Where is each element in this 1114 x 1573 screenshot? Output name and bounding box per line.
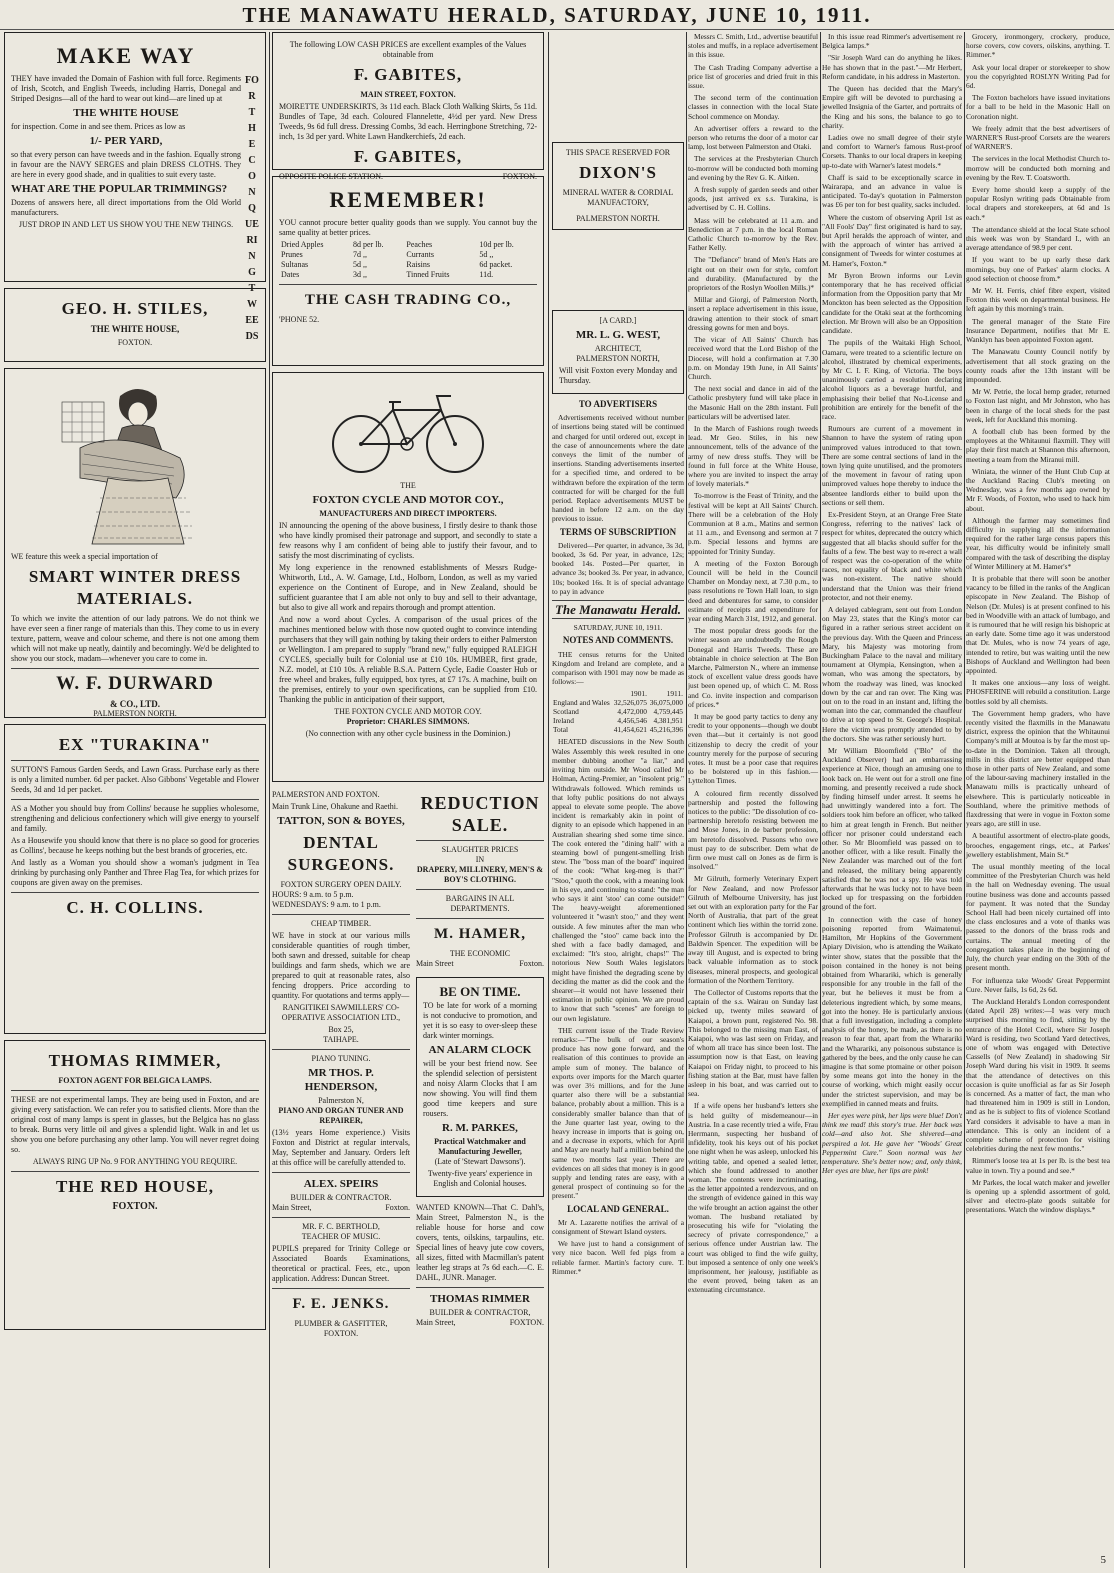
- hamer-name: M. HAMER,: [434, 926, 526, 942]
- col5-p10: Ex-President Steyn, at an Orange Free State Congress, referring to the natives' lack of respect for whites, deprecated the outcry which suggested that all blacks should suffer for the faults of a few. The best way to re-erect a wall of respect was the co-operation of the white races, not equality of black and white which was non-existent. The native should understand that the Union was their friend protector, and not their enemy.: [822, 509, 962, 602]
- col5-p4: Ladies owe no small degree of their style and comfort to Warner's famous Rust-proof Corsets. Thanks to our local drapers in keeping up-to-date with Warner's latest models.*: [822, 133, 962, 170]
- col6-p2: Ask your local draper or storekeeper to show you the copyrighted ROSLYN Writing Pad for 6d.: [966, 62, 1110, 91]
- cycle-sign1: THE FOXTON CYCLE AND MOTOR COY.: [334, 707, 482, 716]
- col6-p11: The Manawatu County Council notify by advertisement that all stock grazing on the county roads after the 13th instant will be impounded.: [966, 347, 1110, 384]
- col4-p9: Millar and Giorgi, of Palmerston North, insert a replace advertisement in this issue, drawing attention to their stock of smart dressing gowns for men and boys.: [688, 295, 818, 332]
- makeway-cta: JUST DROP IN AND LET US SHOW YOU THE NEW THINGS.: [18, 220, 234, 229]
- notes-p2: THE current issue of the Trade Review remarks:—"The bulk of our season's produce has now gone forward, and the realisation of this continues to provide an ample sum of money. The balance of exports over imports for the March quarter was over 3½ millions, and for the June quarter also there will be a substantial balance, probably about a million. This is a considerably smaller balance than that of the June quarter last year, owing to the heavy increase in imports that is going on, and a decrease in exports, which for April and May are nearly half a million behind the same two months last year. There are evidences on all sides that money is in good supply and lending rates are easy, with a general prospect of continuing so for the present.": [552, 1025, 684, 1201]
- piano-name: MR THOS. P. HENDERSON,: [304, 1067, 378, 1093]
- piano-body: (13½ years Home experience.) Visits Foxton and District at regular intervals, May, September and January. Orders left at this office will be carefully attended to.: [272, 1128, 410, 1167]
- makeway-vertical: FOR THE CONQUERING TWEEDS: [245, 75, 259, 342]
- dental-surgery: FOXTON SURGERY OPEN DAILY.: [280, 880, 402, 889]
- col5-p12: Mr William Bloomfield ("Blo" of the Auckland Observer) had an embarrassing experience at Nice, though an amusing one to look back on. He went out for a stroll one fine morning, and presently received a rude shock by finding himself under arrest. It seems he had unwittingly wandered into a fort. The soldiers took him before an officer, who talked to him at great length in French. But neither officer nor prisoner could understand each other. So Mr Bloomfield was passed on to another officer, with a like result. Finally the New Zealander was marched out of the fort and released, the military being apparently satisfied that he was not a spy. He was told afterwards that he was lucky not to have been locked up for trespassing on the forbidden ground of the fort.: [822, 746, 962, 912]
- column-rule: [269, 32, 270, 1568]
- hamer-economic: THE ECONOMIC: [449, 949, 511, 958]
- gabites-body: MOIRETTE UNDERSKIRTS, 3s 11d each. Black Cloth Walking Skirts, 5s 11d. Bundles of Tape, 3d each. Coloured Flannelette, 4½d per yard. New Dress Tweeds, 9s 6d full dress. Dressing Combs, 3d each. Herringbone Stretching, 72-inch, 1s 3d per yard. White Lawn Handkerchiefs, 2d each.: [279, 102, 537, 141]
- notes-heading: NOTES AND COMMENTS.: [562, 635, 674, 646]
- shops-column: [416, 788, 544, 1339]
- lady-illustration: [60, 378, 210, 548]
- column-6: [966, 32, 1110, 1570]
- reduction-title: REDUCTION SALE.: [420, 793, 540, 835]
- cycle-sub: MANUFACTURERS AND DIRECT IMPORTERS.: [319, 509, 497, 518]
- reduction-bargains: BARGAINS IN ALL DEPARTMENTS.: [445, 894, 515, 913]
- timber-town: TAIHAPE.: [323, 1035, 359, 1044]
- subscription-body: Delivered—Per quarter, in advance, 3s 3d, booked, 3s 6d. Per year, in advance, 12s; booked 14s. Posted—Per quarter, in advance 3s; booked 3s. Per year, in advance, 10s; booked 16s. It is of special advantage to pay in advance: [552, 540, 684, 596]
- col6-p22: The Auckland Herald's London correspondent (dated April 28) writes:—I was very much surprised this morning to find, sitting by the entrance of the Hotel Cecil, where Sir Joseph Ward is residing, two Scotland Yard detectives, one of whom was engaged with Detective Cassells (of New Zealand) in shadowing Sir Joseph Ward during his visit in 1909. It seems that the attendance of detectives on this occasion is quite unofficial as far as Sir Joseph is concerned. As a matter of fact, the man who had threatened him in 1909 is still in London, and as he is subject to fits of violence Scotland Yard considers it advisable to have a man in attendance. This is only an incident of a complete scheme of protection for visiting celebrities during the next few months.": [966, 996, 1110, 1154]
- col6-p21: For influenza take Woods' Great Peppermint Cure. Never fails, 1s 6d, 2s 6d.: [966, 975, 1110, 994]
- parkes-exp: Twenty-five years' experience in English and Colonial houses.: [427, 1169, 533, 1188]
- makeway-price: 1/- PER YARD,: [89, 135, 163, 147]
- turakina-ad: [4, 724, 266, 1034]
- cycle-note: (No connection with any other cycle business in the Dominion.): [305, 729, 511, 738]
- rimmer2-trade: BUILDER & CONTRACTOR,: [429, 1308, 531, 1317]
- speirs-town: Foxton.: [385, 1203, 410, 1212]
- col5-p13: In connection with the case of honey poisoning reported from Waimatenui, Hamilton, Mr Hopkins of the Government Apiary Division, who is attending the Waikato winter show, states that the possible that the poison contained in the honey is not being obtained from Wharariki, which is generally responsible for any trouble in the fall of the year, but he believes it must be from a deleterious ingredient which, by some means, got into the honey. He is particularly anxious that a full investigation, including a complete analysis of the honey, be made, as there is no reason to fear that, apart from the Wharariki and the Wharariki, any poisonous substance is gathered by the bees, and the only cause he can imagine is that some ptomaine or other poison by some means got into the honey in the course of working, which might easily occur under the strictest supervision, and may be exemplified in canned meats and fruits.: [822, 914, 962, 1108]
- ontime-body: TO be late for work of a morning is not conducive to promotion, and yet it is so easy to over-sleep these dark winter mornings.: [423, 1001, 537, 1040]
- dixons-reserved: THIS SPACE RESERVED FOR: [565, 148, 671, 157]
- col5-p8: The pupils of the Waitaki High School, Oamaru, were treated to a scientific lecture on alcohol, illustrated by chemical experiments, by Mr C. I. F. King, of Victoria. The boys unanimously carried a resolution declaring alcohol liquors as a beverage hurtful, and emphasising their belief that No-License and prohibition are entirely for the benefit of the race.: [822, 338, 962, 421]
- col5-p2: "Sir Joseph Ward can do anything he likes. He has shown that in the past."—Mr Herbert, Reform candidate, in his address in Masterton.: [822, 53, 962, 81]
- advertisers-body: Advertisements received without number of insertions being stated will be continued and charged for until ordered out, except in the case of announcements where the date conveys the limit of the number of insertions. Standing advertisements inserted for a specified time, and ordered to be withdrawn before the expiration of the term contracted for will be charged for the full period. Replace advertisements MUST be handed in before 12 a.m. on the day previous to issue.: [552, 413, 684, 524]
- wanted-body: WANTED KNOWN—That C. Dahl's, Main Street, Palmerston N., is the reliable house for horse and cow covers, tents, oilskins, tarpaulins, etc. Special lines of heavy jute cow covers, all sizes, fitted with Macmillan's patent leather leg straps at 7s 6d each.—C. E. DAHL, JUNR. Manager.: [416, 1203, 544, 1282]
- col4-p2: The Cash Trading Company advertise a price list of groceries and dried fruit in this issue.: [688, 62, 818, 91]
- cycle-ad: [272, 372, 544, 782]
- col4-p19: The Collector of Customs reports that the captain of the s.s. Wairau on Sunday last picked up, twenty miles seaward of Kaiapoi, a brown punt, registered No. 98. This belonged to the missing man East, of Kaiapoi, who was last seen on Friday, and of whom all trace has since been lost. The assumption now is that East, on leaving Kaiapoi on Friday night, to proceed to his fishing station at the Bar, must have fallen asleep in his boat, and was carried out to sea.: [688, 987, 818, 1099]
- makeway-intro: THEY have invaded the Domain of Fashion with full force. Regiments of Irish, Scotch, and English Tweeds, including Harris, Donegal and Striped Designs—all of the hard to wear out kind—are lined up at: [11, 74, 241, 103]
- local-heading: LOCAL AND GENERAL.: [567, 1203, 669, 1214]
- col5-p5: Chaff is said to be exceptionally scarce in Wairarapa, and an advance in value is anticipated. To-day's quotation in Palmerston was £6 per ton for best quality, sacks included.: [822, 172, 962, 210]
- col4-p10: The vicar of All Saints' Church has received word that the Lord Bishop of the Diocese, will hold a confirmation at 7.30 p.m. on Monday 19th June, in All Saints' Church.: [688, 335, 818, 381]
- reduction-sub: SLAUGHTER PRICES: [441, 845, 519, 854]
- durward-intro: WE feature this week a special importation of: [11, 552, 158, 561]
- col4-p6: A fresh supply of garden seeds and other goods, just arrived ex s.s. Turakina, is advertised by C. H. Collins.: [688, 185, 818, 213]
- reduction-cats: DRAPERY, MILLINERY, MEN'S & BOY'S CLOTHING.: [416, 865, 544, 884]
- makeway-question: WHAT ARE THE POPULAR TRIMMINGS?: [11, 183, 228, 195]
- col6-p16: It is probable that there will soon be another vacancy to be filled in the ranks of the Anglican episcopate in New Zealand. The Bishop of Nelson (Dr. Mules) is at present confined to his bed in Woodville with an attack of lumbago, and it is rumoured that he will resign his bishopric at an early date. Some time ago it was understood that Dr. Mules, who is now 74 years of age, intended to retire, but was waiting until the new Bishops of Auckland and Wellington had been appointed.: [966, 573, 1110, 675]
- piano-town: Palmerston N,: [318, 1096, 364, 1105]
- dixons-trade: MINERAL WATER & CORDIAL MANUFACTORY,: [562, 188, 674, 207]
- price-row: Dates 3d ,, Tinned Fruits 11d.: [281, 270, 494, 279]
- west-name: MR. L. G. WEST,: [575, 329, 661, 341]
- gabites-name2: F. GABITES,: [353, 147, 463, 166]
- subscription-title: TERMS OF SUBSCRIPTION: [559, 526, 677, 537]
- gabites-ad: [272, 32, 544, 181]
- col5-p6: Where the custom of observing April 1st as "All Fools' Day" first originated is hard to say, but April heralds the approach of winter, and with the approach of winter has arrived a consignment of Tweeds for winter costumes at M. Hamer's, Foxton.*: [822, 212, 962, 268]
- column-1: [4, 32, 266, 1570]
- col4-p15: The most popular dress goods for the winter season are undoubtedly the Rough Donegal and Harris Tweeds. These are obtainable in choice selection at The Bon Marche, Palmerston N., where an immense stock of excellent value dress goods have just been opened up, of which C. M. Ross and Co. invite inspection and comparison of prices.*: [688, 626, 818, 709]
- col4-p16: It may be good party tactics to deny any credit to your opponents—though we doubt even that—but it certainly is not good citizenship to decry the credit of your country merely for the purpose of securing votes. It must be a poor case that requires to be bolstered up in this fashion.—Lyttelton Times.: [688, 712, 818, 786]
- durward-ad: [4, 368, 266, 718]
- durward-firm: W. F. DURWARD: [56, 673, 214, 694]
- cycle-body3: And now a word about Cycles. A comparison of the usual prices of the machines mentioned below with those now quoted ought to convince intending purchasers that they will gain nothing by taking their orders to either Palmerston or Wellington. I am prepared to supply "brand new," fully equipped RALEIGH CYCLES, specially built for Colonial use at £10 10s. HUMBER, first grade, N.Z. model, at £10 10s. A reliable B.S.A. Pattern Cycle, Eadie Coaster Hub or free wheel and brakes, fully equipped, box tyres, at £7 17s. A machine, built on the premises, entirely to your own specifications, can be supplied from £10. Thanking the public in anticipation of their support,: [279, 615, 537, 704]
- dixons-ad: [552, 142, 684, 230]
- notes-p3: Mr A. Lazarette notifies the arrival of a consignment of Stewart Island oysters.: [552, 1217, 684, 1237]
- rimmer-body: THESE are not experimental lamps. They are being used in Foxton, and are giving every satisfaction. We can refer you to satisfied clients. More than the original cost of many lamps is spent in glasses, but the Belgica has no glass to break. Burns very little oil and gives a splendid light. Walk in and let us show you one before purchasing any other lamp. You will never regret doing so.: [11, 1095, 259, 1154]
- col6-p3: The Foxton bachelors have issued invitations for a ball to be held in the Masonic Hall on Coronation night.: [966, 93, 1110, 121]
- rimmer-sub: FOXTON AGENT FOR BELGICA LAMPS.: [58, 1076, 212, 1085]
- col5-poem: Her eyes were pink, her lips were blue! Don't think me mad! this story's true. Her back was cold—and also hot. She shivered—and perspired a lot. He gave her "Woods' Great Peppermint Cure." Soon normal was her temperature. She's better now; and, only think, Her eyes are blue, her lips are pink!: [822, 1110, 962, 1176]
- herald-title: The Manawatu Herald.: [554, 602, 682, 618]
- ontime-need: AN ALARM CLOCK: [428, 1044, 532, 1056]
- table-row: England and Wales 32,526,075 36,075,000: [553, 698, 683, 708]
- census-intro: THE census returns for the United Kingdom and Ireland are complete, and a comparison with 1901 may now be made as follows:—: [552, 649, 684, 687]
- stiles-ad: [4, 288, 266, 362]
- stiles-store: THE WHITE HOUSE,: [90, 324, 180, 334]
- column-rule: [964, 32, 965, 1568]
- col4-p20: If a wife opens her husband's letters she is held guilty of misdemeanour—in Austria. In a case recently tried a wife, Frau Herrmann, suspecting her husband of infidelity, took his keys out of his pocket one night when he was asleep, unlocked his writing table, and opened a sealed letter, which she found addressed to another woman. The contents were incriminating, as the letter appointed a rendezvous, and on the strength of evidence gained in this way the wife brought an action against the other woman. The husband retaliated by prosecuting his wife for "violating the secrecy of private correspondence," a serious offence under Austrian law. The court was obliged to find the wife guilty, but imposed a sentence of only one week's imprisonment, her jealousy, justifiable as the event proved, being taken as an extenuating circumstance.: [688, 1101, 818, 1295]
- speirs-street: Main Street,: [272, 1203, 312, 1212]
- price-row: Sultanas 5d ,, Raisins 6d packet.: [281, 260, 513, 269]
- dental-route2: Main Trunk Line, Ohakune and Raethi.: [272, 802, 398, 811]
- timber-firm: RANGITIKEI SAWMILLERS' CO-OPERATIVE ASSOCIATION LTD.,: [281, 1003, 401, 1022]
- west-trade: ARCHITECT,: [594, 344, 642, 353]
- cash-trading-firm: THE CASH TRADING CO.,: [304, 292, 512, 308]
- col6-p13: A football club has been formed by the employees at the Whitaunui flaxmill. They will play their first match at Shannon this afternoon, meeting a team from the Miranui mill.: [966, 426, 1110, 464]
- col6-p4: We freely admit that the best advertisers of WARNER'S Rust-proof Corsets are the wearers of WARNER'S.: [966, 123, 1110, 152]
- west-card-label: [A CARD.]: [599, 316, 637, 325]
- timber-body: WE have in stock at our various mills considerable quantities of rough timber, both sawn and dressed, suitable for cheap buildings and farm sheds, which we are prepared to quit at reasonable rates, also fencing droppers. Price according to quantity. For quotations and terms apply—: [272, 931, 410, 1000]
- col6-p7: The attendance shield at the local State school this week was won by Standard I., with an average attendance of 98.9 per cent.: [966, 224, 1110, 253]
- col4-p17: A coloured firm recently dissolved partnership and posted the following notices to the public: "De dissolution of co-partnership heretofo resisting between me and Mose Jones, in de barber profession, am heretofo dissolved. Pussons who owe must pay to de subscriber. Dem what de firm owe must call on Jones as de firm is insolved.": [688, 788, 818, 872]
- bicycle-illustration: [323, 382, 493, 477]
- col5-p1: In this issue read Rimmer's advertisement re Belgica lamps.*: [822, 32, 962, 51]
- column-rule: [686, 32, 687, 1568]
- col6-p18: The Government hemp graders, who have recently visited the flaxmills in the Manawatu district, express the opinion that the Whitaunui Company's mill at Moutoa is by far the most up-to-date in the Dominion. Taken all through, mills in this district are better equipped than those in other parts of New Zealand, and some of the labour-saving machinery installed in the Manawatu mills is practically unheard of elsewhere. This is particularly noticeable in Southland, where the primitive methods of flaxdressing that were in vogue in Foxton some years ago, are still in use.: [966, 708, 1110, 829]
- col5-p3: The Queen has decided that the Mary's Empire gift will be devoted to purchasing a jewelled Insignia of the Garter, and portraits of the King and his sons, the balance to go to charity.: [822, 84, 962, 130]
- parkes-name: R. M. PARKES,: [442, 1122, 518, 1134]
- census-table: [552, 689, 684, 734]
- column-3: [552, 32, 684, 1570]
- makeway-inspect: for inspection. Come in and see them. Prices as low as: [11, 122, 186, 131]
- hamer-town: Foxton.: [519, 959, 544, 968]
- col4-p11: The next social and dance in aid of the Catholic presbytery fund will take place in the Masonic Hall on the 28th instant. Full particulars will be advertised later.: [688, 384, 818, 421]
- col6-p9: Mr W. H. Ferris, chief fibre expert, visited Foxton this week on departmental business. He left again by this morning's train.: [966, 286, 1110, 314]
- col4-p14: A meeting of the Foxton Borough Council will be held in the Council Chamber on Monday next, at 7.30 p.m., to pass resolutions re Town Hall loan, to sign deed and debentures for same, to consider estimate of receipts and expenditure for year ending March 31st, 1912, and general.: [688, 558, 818, 623]
- column-rule: [820, 32, 821, 1568]
- makeway-answer: Dozens of answers here, all direct importations from the Old World manufacturers.: [11, 198, 241, 217]
- durward-body: To which we invite the attention of our lady patrons. We do not think we have ever seen a finer range of materials than this. They come to us in every texture, pattern, weave and colour scheme, and there is not one among them which will not make up neatly, daintily and becomingly. We'd be delighted to show you our stock, madam—whenever you care to come in.: [11, 614, 259, 663]
- dental-title: DENTAL SURGEONS.: [287, 833, 395, 874]
- cycle-body1: IN announcing the opening of the above business, I firstly desire to thank those who have kindly promised their patronage and support, and secondly to state a few reasons why I am confident of being able to justify their favour, and to satisfy the most discriminating of cyclists.: [279, 521, 537, 560]
- col6-p24: Mr Parkes, the local watch maker and jeweller is opening up a splendid assortment of gold, silver and electro-plate goods suitable for presentations. Watch the window displays.*: [966, 1177, 1110, 1215]
- turakina-p3: As a Housewife you should know that there is no place so good for groceries as Collins', because he keeps nothing but the best brands of groceries, etc.: [11, 836, 259, 855]
- notes-p1: HEATED discussions in the New South Wales Assembly this week resulted in one member dubbing another "a liar," and inviting him outside. Mr Wood called Mr Holman, Acting-Premier, an "insolent prig." Withdrawals followed. Which reminds us that lofty public positions do not always appeal to elevate some people. The above incident is remarkably akin in point of dignity to an episode which happened in an Australian shearing shed some time since. The cook entered the "dining hall" with a steaming bowl of pungent-smelling Irish stew. The "boss man of the board" inquired of the cook: "What keg-meg is that?" "Stoo," quoth the cook, with a meaning look in his eye, and continuing to stand: "the man who says it aint 'stoo' can come outside!" The heavy-weight aforementioned volunteered it "wasn't stoo," and they went outside. A few minutes after the man who challenged the "stoo" came back into the shed with a face badly damaged, and exclaimed: "It's stoo, alright, chaps!" The notorious New South Wales legislators might have finished the degrading scene by deciding the matter as did the cook and the shearer—it would not have lessened their estimation in public opinion. We are proud to know that such "scenes" are foreign to our own legislature.: [552, 737, 684, 1023]
- rimmer-ad: [4, 1040, 266, 1330]
- col6-p5: The services in the local Methodist Church to-morrow will be conducted both morning and evening by the Rev. T. Coatsworth.: [966, 154, 1110, 182]
- col5-p9: Rumours are current of a movement in Shannon to have the system of rating upon unimproved values introduced to that town. There are some central sections of land in the town lying quite unutilised, and the promoters of the movement in favour of rating upon unimproved values hope thereby to induce the absentee landlords either to build upon the sections or sell them.: [822, 424, 962, 507]
- col4-p7: Mass will be celebrated at 11 a.m. and Benediction at 7 p.m. in the local Roman Catholic Church to-morrow by the Rev. Father Kelly.: [688, 215, 818, 253]
- col6-p19: A beautiful assortment of electro-plate goods, brooches, engagement rings, etc., at Parkes' jewellery establishment, Main St.*: [966, 831, 1110, 859]
- turakina-p1: SUTTON'S Famous Garden Seeds, and Lawn Grass. Purchase early as there is only a limited number. 6d per packet. Also Gibbons' Vegetable and Flower Seeds, 3d and 1d per packet.: [11, 765, 259, 794]
- col4-p5: The services at the Presbyterian Church to-morrow will be conducted both morning and evening by the Rev G. K. Aitken.: [688, 154, 818, 182]
- col4-p13: To-morrow is the Feast of Trinity, and the festival will be kept at All Saints' Church. There will be a celebration of the Holy Communion at 8 a.m., Matins and sermon at 11 a.m., and Evensong and sermon at 7 p.m. Special lessons and hymns are appointed for Trinity Sunday.: [688, 491, 818, 556]
- west-body: Will visit Foxton every Monday and Thursday.: [559, 366, 677, 385]
- cycle-sign2: Proprietor: CHARLES SIMMONS.: [346, 717, 470, 726]
- gabites-street: MAIN STREET, FOXTON.: [360, 90, 456, 99]
- parkes-trade: Practical Watchmaker and Manufacturing Jeweller,: [434, 1137, 526, 1156]
- dixons-name: DIXON'S: [579, 163, 657, 182]
- col6-p8: If you want to be up early these dark mornings, buy one of Parkes' alarm clocks. A good selection ot choose from.*: [966, 255, 1110, 283]
- col4-p12: In the March of Fashions rough tweeds lead. Mr Geo. Stiles, in his new announcement, tells of the advance of the army of new dress stuffs. They will be found in full force at the White House, where you are invited to inspect the array of lovely materials.*: [688, 423, 818, 489]
- makeway-title: MAKE WAY: [56, 43, 196, 68]
- timber-title: CHEAP TIMBER.: [310, 919, 371, 928]
- rimmer2-street: Main Street,: [416, 1318, 456, 1327]
- timber-box: Box 25,: [328, 1025, 354, 1034]
- column-rule: [548, 32, 549, 1568]
- west-town: PALMERSTON NORTH,: [576, 354, 660, 363]
- remember-intro: YOU cannot procure better quality goods than we supply. You cannot buy the same quality at better prices.: [279, 218, 537, 237]
- col6-p14: Winiata, the winner of the Hunt Club Cup at the Auckland Racing Club's meeting on Wednesday, was a few months ago owned by Mr F. Woods, of Foxton, who used to hack him about.: [966, 466, 1110, 513]
- piano-trade: PIANO AND ORGAN TUNER AND REPAIRER,: [278, 1106, 404, 1125]
- ontime-title: BE ON TIME.: [439, 984, 521, 999]
- durward-town: PALMERSTON NORTH.: [93, 709, 177, 718]
- price-row: Prunes 7d ,, Currants 5d ,,: [281, 250, 494, 259]
- turakina-p4: And lastly as a Woman you should show a woman's judgment in Tea drinking by purchasing only Panther and Three Flag Tea, for which prizes for coupons are given away on the premises.: [11, 858, 259, 887]
- cash-trading-phone: 'PHONE 52.: [279, 315, 320, 324]
- rimmer-title: THOMAS RIMMER,: [48, 1051, 222, 1070]
- makeway-body: so that every person can have tweeds and in the fashion. Equally strong in favour are the NAVY SERGES and plain DRESS CLOTHS. They are here in every good shade, and in qualities to suit every taste.: [11, 150, 241, 179]
- cycle-body2: My long experience in the renowned establishments of Messrs Rudge-Whitworth, Ltd., A. W. Gamage, Ltd., Holborn, London, as well as my varied experience on the Continent of Europe, and in New Zealand, should be sufficient guarantee that I am able not only to buy and sell to their advantage, but also to give all work and repairs thorough and prompt attention.: [279, 563, 537, 612]
- remember-title: REMEMBER!: [329, 187, 487, 212]
- col4-p1: Messrs C. Smith, Ltd., advertise beautiful stoles and muffs, in a replace advertisement in this issue.: [688, 32, 818, 60]
- jenks-name: F. E. JENKS.: [292, 1296, 390, 1312]
- ontime-body2: will be your best friend now. See the splendid selection of persistent and noisy Alarm Clocks that I am now showing. You will find them good time keepers and sure rousers.: [423, 1059, 537, 1118]
- dental-firm: TATTON, SON & BOYES,: [277, 815, 405, 827]
- gabites-name: F. GABITES,: [353, 65, 463, 84]
- col4-p3: The second term of the continuation classes in connection with the local State School commence on Monday.: [688, 93, 818, 121]
- durward-firm2: & CO., LTD.: [110, 699, 160, 709]
- services-column: [272, 788, 410, 1339]
- jenks-town: FOXTON.: [323, 1329, 359, 1338]
- west-card: [552, 310, 684, 394]
- dental-route: PALMERSTON AND FOXTON.: [272, 790, 380, 799]
- red-house-town: FOXTON.: [112, 1201, 158, 1212]
- berthold-trade: TEACHER OF MUSIC.: [301, 1232, 381, 1241]
- col6-p20: The usual monthly meeting of the local committee of the Presbyterian Church was held in the hall on Wednesday evening. The usual routine business was done and accounts passed for payment. It was noted that the Sunday School Hall had been nicely curtained off into the class enclosures and a vote of thanks was passed to the donors of the brass rods and curtains. The annual meeting of the congregation takes place in the beginning of July, the church year ending on the 30th of the present month.: [966, 862, 1110, 973]
- table-row: Scotland 4,472,000 4,759,445: [553, 707, 683, 717]
- gabites-town: FOXTON.: [502, 172, 537, 181]
- col5-p11: A delayed cablegram, sent out from London on May 23, states that the King's motor car figured in a rather serious street accident on the previous day. With the Queen and Princess Mary, his Majesty was motoring from Buckingham Palace to the naval and military tournament at Olympia, Kensington, when a woman, who was among the spectators, by whom the roadway was lined, was knocked down by the car and ran over. The King was out on to the road in an instant and, lifting the woman into the car, commanded the chauffeur to drive at top speed to St. George's Hospital. Here the victim was promptly attended to by the doctors. She was rather seriously hurt.: [822, 604, 962, 743]
- parkes-late: (Late of 'Stewart Dawsons').: [434, 1157, 526, 1166]
- masthead: THE MANAWATU HERALD, SATURDAY, JUNE 10, 1911.: [0, 0, 1114, 30]
- table-row: Ireland 4,456,546 4,381,951: [553, 716, 683, 726]
- speirs-name: ALEX. SPEIRS: [303, 1178, 379, 1190]
- collins-name: C. H. COLLINS.: [66, 898, 204, 917]
- advertisers-title: TO ADVERTISERS: [578, 399, 658, 409]
- jenks-trade: PLUMBER & GASFITTER,: [294, 1319, 388, 1328]
- hamer-street: Main Street: [416, 959, 454, 968]
- page-number: 5: [1100, 1554, 1106, 1566]
- berthold-body: PUPILS prepared for Trinity College or Associated Boards Examinations, theoretical or practical. Fees, etc., upon application. Address: Duncan Street.: [272, 1244, 410, 1283]
- speirs-trade: BUILDER & CONTRACTOR.: [290, 1193, 392, 1202]
- dental-wed: WEDNESDAYS: 9 a.m. to 1 p.m.: [272, 900, 381, 909]
- col4-p18: Mr Gilruth, formerly Veterinary Expert for New Zealand, and now Professor Gilruth of Melbourne University, has just set out with an exploration party for the Far North of Australia, that part of the great continent which lies within the torrid zone. Professor Gilruth is accompanied by Dr. Baldwin Spencer. The expedition will be away till August, and is expected to bring back valuable information as to stock diseases, mineral prospects, and geological formation of the Northern Territory.: [688, 874, 818, 985]
- berthold-name: MR. F. C. BERTHOLD,: [302, 1222, 380, 1231]
- column-2: [272, 32, 544, 1570]
- notes-p4: We have just to hand a consignment of very nice bacon. Well fed pigs from a reliable farmer. Martin's factory cure. T. Rimmer.*: [552, 1239, 684, 1276]
- col6-p15: Although the farmer may sometimes find difficulty in supplying all the information required for the rather large census papers this year, his difficulty would be infinitely small compared with the task of describing the display of Winter Millinery at M. Hamer's*: [966, 515, 1110, 571]
- stiles-town: FOXTON.: [117, 338, 153, 347]
- stiles-name: GEO. H. STILES,: [61, 299, 209, 318]
- col4-p8: The "Defiance" brand of Men's Hats are right out on their own for style, comfort and durability. (Manufactured by the proprietors of the Roslyn Woollen Mills.)*: [688, 255, 818, 293]
- piano-title: PIANO TUNING.: [311, 1054, 371, 1063]
- gabites-intro: The following LOW CASH PRICES are excellent examples of the Values obtainable from: [289, 40, 527, 59]
- col6-p6: Every home should keep a supply of the popular Roslyn writing pads Obtainable from local drapers and storekeepers, at 6d and 1s each.*: [966, 185, 1110, 222]
- red-house: THE RED HOUSE,: [55, 1177, 215, 1196]
- column-4: [688, 32, 818, 1570]
- price-row: Dried Apples 8d per lb. Peaches 10d per lb.: [281, 240, 514, 249]
- col6-p1: Grocery, ironmongery, crockery, produce, horse covers, cow covers, oilskins, anything. T. Rimmer.*: [966, 32, 1110, 60]
- remember-ad: [272, 176, 544, 366]
- rimmer2-name: THOMAS RIMMER: [430, 1293, 530, 1305]
- col6-p23: Rimmer's loose tea at 1s per lb. is the best tea value in town. Try a pound and see.*: [966, 1156, 1110, 1175]
- table-row: Total 41,454,621 45,216,396: [553, 725, 683, 735]
- turakina-p2: AS a Mother you should buy from Collins' because he supplies wholesome, strengthening and delicious confectionery which will give energy to yourself and family.: [11, 804, 259, 833]
- col6-p17: It makes one anxious—any loss of weight. PHOSFERINE will rebuild a constitution. Large bottles sold by all chemists.: [966, 678, 1110, 706]
- durward-title: SMART WINTER DRESS MATERIALS.: [28, 567, 242, 608]
- rimmer2-town: FOXTON.: [509, 1318, 544, 1327]
- col6-p12: Mr W. Petrie, the local hemp grader, returned to Foxton last night, and Mr Johnston, who has been in charge of the local sheds for the past week, left for Auckland this morning.: [966, 387, 1110, 424]
- gabites-opposite: OPPOSITE POLICE STATION.: [279, 172, 384, 181]
- cycle-firm: FOXTON CYCLE AND MOTOR COY.,: [312, 494, 504, 506]
- col5-p7: Mr Byron Brown informs our Levin contemporary that he has received official information from the Opposition party that Mr Monckton has been selected as the Opposition candidate for the Otaki seat at the forthcoming election. Mr Brown will also be an Opposition candidate.: [822, 270, 962, 336]
- herald-date: SATURDAY, JUNE 10, 1911.: [573, 623, 663, 633]
- col4-p4: An advertiser offers a reward to the person who returns the door of a motor car lamp, lost between Palmerston and Otaki.: [688, 123, 818, 152]
- cycle-label: THE: [400, 481, 416, 490]
- makeway-store: THE WHITE HOUSE: [73, 107, 179, 119]
- turakina-title: EX "TURAKINA": [58, 735, 212, 754]
- col6-p10: The general manager of the State Fire Insurance Department, notifies that Mr E. Wanklyn has been appointed Foxton agent.: [966, 316, 1110, 345]
- column-5: [822, 32, 962, 1570]
- price-list: [279, 240, 537, 280]
- ontime-ad: [416, 977, 544, 1197]
- reduction-in: IN: [475, 855, 485, 864]
- dixons-town: PALMERSTON NORTH.: [576, 214, 660, 223]
- rimmer-ring: ALWAYS RING UP No. 9 FOR ANYTHING YOU REQUIRE.: [32, 1157, 238, 1166]
- dental-hours: HOURS: 9 a.m. to 5 p.m.: [272, 890, 354, 899]
- table-row: 1901. 1911.: [630, 689, 683, 699]
